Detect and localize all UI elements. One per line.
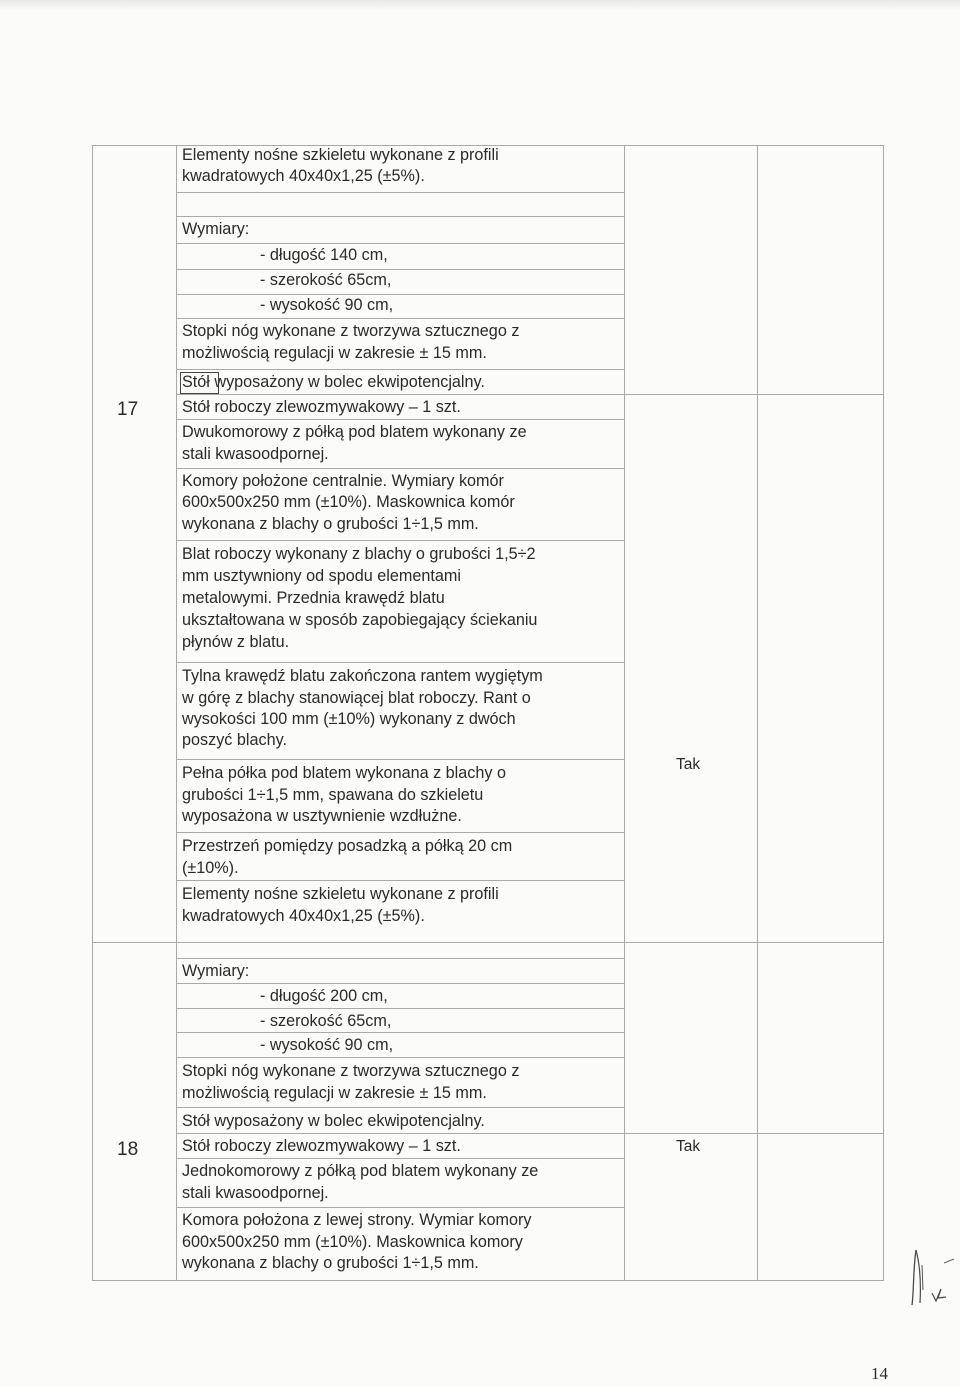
spec-line: w górę z blachy stanowiącej blat roboczy. Rant o	[182, 689, 531, 707]
spec-line: wysokości 100 mm (±10%) wykonany z dwóch	[182, 710, 516, 728]
spec-line: kwadratowych 40x40x1,25 (±5%).	[182, 167, 425, 185]
spec-line: płynów z blatu.	[182, 633, 290, 651]
spec-line: mm usztywniony od spodu elementami	[182, 567, 461, 585]
spec-line: Stół roboczy zlewozmywakowy – 1 szt.	[182, 1137, 461, 1155]
spec-line: Blat roboczy wykonany z blachy o grubości 1,5÷2	[182, 545, 536, 563]
spec-line: (±10%).	[182, 859, 239, 877]
spec-line: Jednokomorowy z półką pod blatem wykonany ze	[182, 1162, 539, 1180]
column-divider-3	[757, 145, 758, 1280]
spec-line: Pełna półka pod blatem wykonana z blachy o	[182, 764, 506, 782]
spec-line: Elementy nośne szkieletu wykonane z profili	[182, 885, 499, 903]
subrow-divider	[176, 318, 624, 319]
spec-line: możliwością regulacji w zakresie ± 15 mm.	[182, 1084, 487, 1102]
spec-line: kwadratowych 40x40x1,25 (±5%).	[182, 907, 425, 925]
subrow-divider	[176, 880, 624, 881]
spec-line: Komora położona z lewej strony. Wymiar komory	[182, 1211, 532, 1229]
spec-line: - długość 140 cm,	[260, 246, 388, 264]
spec-line: Stół wyposażony w bolec ekwipotencjalny.	[182, 373, 485, 391]
table-border-bottom	[92, 1280, 884, 1281]
spec-line: grubości 1÷1,5 mm, spawana do szkieletu	[182, 786, 484, 804]
subrow-divider	[176, 1008, 624, 1009]
spec-line: - szerokość 65cm,	[260, 271, 392, 289]
spec-line: Dwukomorowy z półką pod blatem wykonany ze	[182, 423, 527, 441]
answer-17: Tak	[676, 756, 701, 773]
subrow-divider	[176, 1158, 624, 1159]
spec-line: - szerokość 65cm,	[260, 1012, 392, 1030]
spec-line: wyposażona w usztywnienie wzdłużne.	[182, 807, 462, 825]
subrow-divider	[176, 1107, 624, 1108]
spec-line: Komory położone centralnie. Wymiary komór	[182, 472, 504, 490]
spec-line: metalowymi. Przednia krawędź blatu	[182, 589, 445, 607]
subrow-divider	[176, 1133, 884, 1134]
subrow-divider	[176, 419, 624, 420]
subrow-divider	[176, 1032, 624, 1033]
spec-line: Tylna krawędź blatu zakończona rantem wygiętym	[182, 667, 543, 685]
spec-line: - wysokość 90 cm,	[260, 296, 394, 314]
spec-line: Stół roboczy zlewozmywakowy – 1 szt.	[182, 398, 461, 416]
spec-line: stali kwasoodpornej.	[182, 1184, 329, 1202]
spec-line: - wysokość 90 cm,	[260, 1036, 394, 1054]
spec-line: - długość 200 cm,	[260, 987, 388, 1005]
subrow-divider	[176, 216, 624, 217]
spec-line: Stopki nóg wykonane z tworzywa sztucznego z	[182, 322, 520, 340]
subrow-divider	[176, 394, 884, 395]
spec-line: poszyć blachy.	[182, 731, 287, 749]
spec-line: Stół wyposażony w bolec ekwipotencjalny.	[182, 1112, 485, 1130]
spec-line: Elementy nośne szkieletu wykonane z profili	[182, 146, 499, 164]
subrow-divider	[176, 662, 624, 663]
subrow-divider	[176, 958, 624, 959]
spec-line: stali kwasoodpornej.	[182, 445, 329, 463]
row-divider-17-18	[92, 942, 884, 943]
column-divider-1	[176, 145, 177, 1280]
answer-18: Tak	[676, 1138, 701, 1155]
subrow-divider	[176, 1057, 624, 1058]
subrow-divider	[176, 1207, 624, 1208]
subrow-divider	[176, 243, 624, 244]
handwritten-initials	[908, 1245, 956, 1315]
subrow-divider	[176, 540, 624, 541]
subrow-divider	[176, 759, 624, 760]
spec-line: Stopki nóg wykonane z tworzywa sztucznego z	[182, 1062, 520, 1080]
spec-line: Wymiary:	[182, 220, 250, 238]
spec-line: wykonana z blachy o grubości 1÷1,5 mm.	[182, 1254, 479, 1272]
table-border-right	[883, 145, 884, 1280]
item-number-17: 17	[117, 399, 139, 420]
subrow-divider	[176, 468, 624, 469]
table-border-left	[92, 145, 93, 1280]
spec-line: wykonana z blachy o grubości 1÷1,5 mm.	[182, 515, 479, 533]
spec-line: możliwością regulacji w zakresie ± 15 mm.	[182, 344, 487, 362]
subrow-divider	[176, 369, 624, 370]
item-number-18: 18	[117, 1139, 139, 1160]
page-number: 14	[871, 1364, 888, 1383]
spec-line: 600x500x250 mm (±10%). Maskownica komory	[182, 1233, 523, 1251]
spec-line: 600x500x250 mm (±10%). Maskownica komór	[182, 493, 515, 511]
subrow-divider	[176, 192, 624, 193]
subrow-divider	[176, 983, 624, 984]
scan-top-shadow	[0, 0, 960, 10]
spec-line: Przestrzeń pomiędzy posadzką a półką 20 cm	[182, 837, 513, 855]
spec-line: ukształtowana w sposób zapobiegający ściekaniu	[182, 611, 538, 629]
spec-line: Wymiary:	[182, 962, 250, 980]
subrow-divider	[176, 832, 624, 833]
